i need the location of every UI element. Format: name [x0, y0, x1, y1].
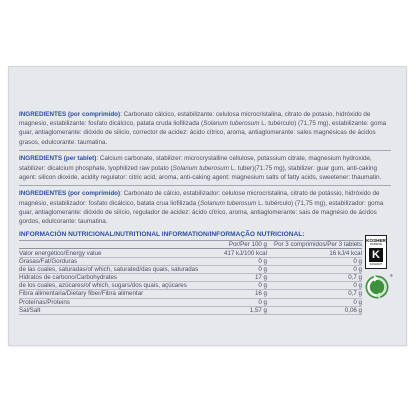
table-row: Fibra alimentaria/Dietary fiber/Fibra alimentar 16 g 0,7 g	[19, 290, 362, 298]
kosher-seal: KOSHER PAREVE K KASHRUT	[365, 235, 387, 269]
nutrition-table	[19, 241, 362, 315]
nutrition-header-row	[19, 241, 362, 249]
kosher-k-icon: K	[369, 248, 383, 262]
ingredients-es: INGREDIENTES (por comprimido): Carbonato cálcico, estabilizante: celulosa microcristalina, citrato de potasio, hidróxido de magnesio, estabilizante: fosfato dicálcico, patata cruda liofilizada (Solanum tuberosum L. tubérculo) (71,75 mg), estabilizante: goma guar, antiaglomerante: dióxido de silicio, corrector de acidez: ácido cítrico, aroma, antiaglomerante: sales magnésicas de ácidos grasos, edulcorante: taumatina.	[19, 111, 387, 146]
green-dot-recycling-icon	[365, 273, 393, 299]
divider	[19, 185, 391, 186]
table-row: Sal/Salt 1,57 g 0,06 g	[19, 306, 362, 314]
table-row: Hidratos de carbono/Carbohydrates 17 g 0,7 g	[19, 274, 362, 282]
table-row: de los cuales, azúcares/of which, sugars/dos quais, açúcares 0 g 0 g	[19, 282, 362, 290]
ingredients-es-heading: INGREDIENTES (por comprimido)	[19, 111, 121, 118]
ingredients-en: INGREDIENTS (per tablet): Calcium carbonate, stabilizer: microcrystalline cellulose, potassium citrate, magnesium hydroxide, stabilizer: dicalcium phosphate, lyophilized raw potato (Solanum tuberosum L. tuber)(71.75 mg), stabilizer: guar gum, anti-caking agent: silicon dioxide, acidity regulator: citric acid, aroma, anti-caking agent: magnesium salts of fatty acids, sweetener: thaumatin.	[19, 155, 382, 181]
registered-mark: ®	[390, 273, 393, 279]
table-row: Grasas/Fat/Gorduras 0 g 0 g	[19, 257, 362, 265]
ingredients-pt-heading: INGREDIENTES (por comprimido)	[19, 190, 121, 198]
table-row: de las cuales, saturadas/of which, saturated/das quais, saturadas 0 g 0 g	[19, 265, 362, 273]
label-content	[19, 110, 391, 315]
nutrition-section	[19, 238, 393, 315]
certification-badges	[365, 235, 391, 299]
ingredients-en-heading: INGREDIENTS (per tablet)	[19, 155, 97, 163]
per-3-tablets-header: Por 3 comprimidos/Per 3 tablets	[273, 241, 362, 249]
table-row: Valor energético/Energy value 417 kJ/100 kcal 16 kJ/4 kcal	[19, 249, 362, 257]
divider	[19, 150, 391, 151]
nutrition-title: INFORMACIÓN NUTRICIONAL/NUTRITIONAL INFORMATION/INFORMAÇÃO NUTRICIONAL:	[19, 231, 305, 239]
table-row: Proteínas/Proteins 0 g 0 g	[19, 298, 362, 306]
per-100g-header: Por/Per 100 g	[228, 241, 267, 249]
ingredients-pt: INGREDIENTES (por comprimido): Carbonato de cálcio, estabilizador: celulose microcristalina, citrato de potássio, hidróxido de magnésio, estabilizador: fosfato dicálcico, batata crua liofilizada (Solanum tuberosum L. tubérculo) (71,75 mg), estabilizador: goma guar, antiaglomerante: dióxido de silício, regulador de acidez: ácido cítrico, aroma, antiaglomerante: sais de magnésio de ácidos gordos, edulcorante: taumatina.	[19, 190, 384, 226]
